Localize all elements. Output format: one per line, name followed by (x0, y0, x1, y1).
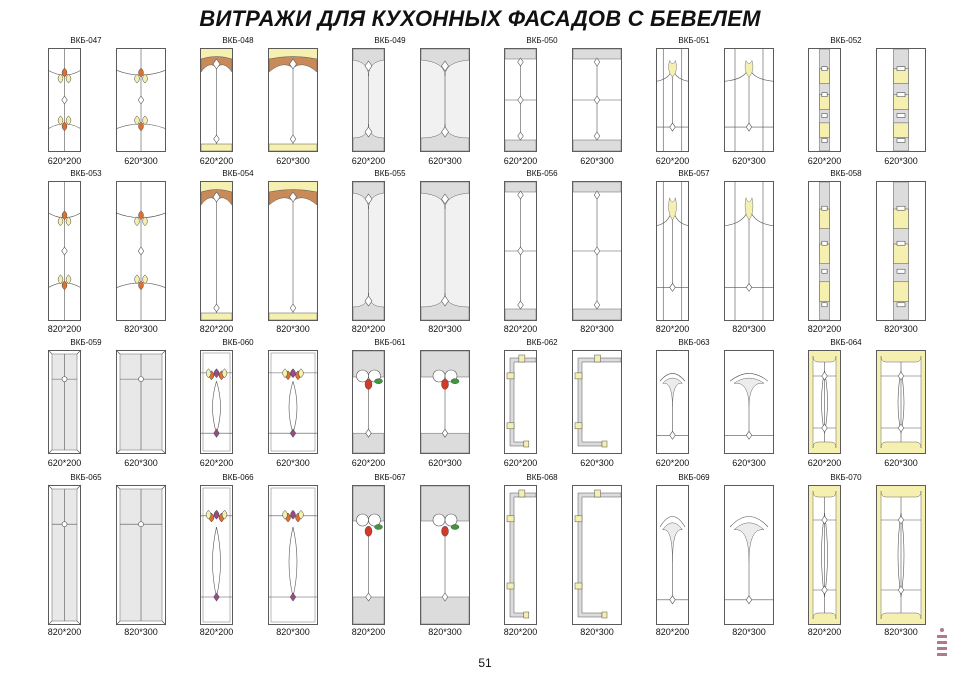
panel-size: 620*300 (276, 156, 310, 166)
panel-size: 620*200 (199, 458, 234, 468)
panel-size: 620*200 (807, 458, 842, 468)
panel-size: 820*300 (732, 627, 766, 637)
stained-glass-panel (200, 181, 233, 321)
panel-size: 620*300 (732, 156, 766, 166)
panel-size: 620*200 (47, 156, 82, 166)
stained-glass-panel (572, 181, 622, 321)
product-code: ВКБ-059 (70, 338, 102, 347)
stained-glass-panel (876, 485, 926, 625)
panel-size: 820*200 (807, 324, 842, 334)
panel-frame (201, 351, 233, 454)
panel-size: 820*300 (428, 627, 462, 637)
product-code: ВКБ-064 (830, 338, 862, 347)
page-number: 51 (478, 656, 492, 670)
stained-glass-panel (656, 485, 689, 625)
rose-bud (365, 379, 372, 389)
panel-frame (269, 486, 318, 625)
stained-glass-panel (200, 485, 233, 625)
stained-glass-panel (724, 181, 774, 321)
panel-size: 620*200 (655, 458, 690, 468)
stained-glass-panel (504, 350, 537, 454)
stained-glass-panel (268, 350, 318, 454)
rose-petal (369, 514, 381, 526)
stained-glass-panel (200, 48, 233, 152)
page-title: ВИТРАЖИ ДЛЯ КУХОННЫХ ФАСАДОВ С БЕВЕЛЕМ (199, 6, 761, 31)
panel-size: 820*300 (276, 627, 310, 637)
panel-size: 620*200 (655, 156, 690, 166)
panel-frame (201, 486, 233, 625)
stained-glass-panel (808, 485, 841, 625)
stained-glass-panel (656, 350, 689, 454)
panel-size: 820*300 (124, 324, 158, 334)
product-code: ВКБ-061 (374, 338, 406, 347)
panel-size: 620*200 (199, 156, 234, 166)
product-code: ВКБ-055 (374, 169, 406, 178)
panel-size: 820*200 (807, 627, 842, 637)
panel-size: 620*200 (503, 458, 538, 468)
stained-glass-panel (572, 485, 622, 625)
stained-glass-panel (656, 181, 689, 321)
panel-size: 820*200 (199, 627, 234, 637)
product-code: ВКБ-057 (678, 169, 710, 178)
panel-size: 620*200 (351, 458, 386, 468)
stained-glass-panel (268, 48, 318, 152)
panel-size: 620*300 (732, 458, 766, 468)
stained-glass-panel (504, 485, 537, 625)
product-code: ВКБ-062 (526, 338, 558, 347)
product-code: ВКБ-070 (830, 473, 862, 482)
stained-glass-panel (268, 181, 318, 321)
panel-size: 820*300 (428, 324, 462, 334)
product-code: ВКБ-049 (374, 36, 406, 45)
stained-glass-panel (48, 181, 81, 321)
product-code: ВКБ-050 (526, 36, 558, 45)
stained-glass-panel (420, 181, 470, 321)
stained-glass-panel (876, 350, 926, 454)
panel-size: 820*300 (884, 627, 918, 637)
stained-glass-panel (504, 48, 537, 152)
panel-frame (505, 351, 537, 454)
panel-size: 820*200 (47, 627, 82, 637)
product-code: ВКБ-051 (678, 36, 710, 45)
stained-glass-panel (808, 350, 841, 454)
stained-glass-panel (420, 48, 470, 152)
panel-size: 620*300 (580, 156, 614, 166)
panel-size: 620*300 (276, 458, 310, 468)
stained-glass-panel (724, 485, 774, 625)
product-code: ВКБ-058 (830, 169, 862, 178)
panel-size: 820*300 (124, 627, 158, 637)
panel-size: 620*300 (580, 458, 614, 468)
panel-size: 820*200 (655, 324, 690, 334)
stained-glass-panel (48, 350, 81, 454)
panel-size: 820*300 (580, 324, 614, 334)
panel-size: 820*200 (503, 324, 538, 334)
stained-glass-panel (724, 48, 774, 152)
panel-size: 820*300 (580, 627, 614, 637)
panel-size: 820*300 (276, 324, 310, 334)
panel-size: 620*300 (428, 156, 462, 166)
product-code: ВКБ-060 (222, 338, 254, 347)
panel-size: 620*300 (124, 156, 158, 166)
stained-glass-panel (352, 181, 385, 321)
product-code: ВКБ-053 (70, 169, 102, 178)
stained-glass-panel (48, 48, 81, 152)
product-code: ВКБ-047 (70, 36, 102, 45)
product-code: ВКБ-065 (70, 473, 102, 482)
panel-size: 620*300 (124, 458, 158, 468)
stained-glass-panel (200, 350, 233, 454)
product-code: ВКБ-067 (374, 473, 406, 482)
product-code: ВКБ-069 (678, 473, 710, 482)
decorative-bars (937, 628, 947, 659)
stained-glass-panel (504, 181, 537, 321)
panel-size: 620*200 (503, 156, 538, 166)
stained-glass-panel (808, 181, 841, 321)
stained-glass-panel (352, 485, 385, 625)
panel-size: 820*300 (884, 324, 918, 334)
product-code: ВКБ-048 (222, 36, 254, 45)
panel-size: 820*200 (199, 324, 234, 334)
rose-petal (433, 514, 445, 526)
stained-glass-panel (116, 350, 166, 454)
panel-size: 620*300 (884, 156, 918, 166)
stained-glass-panel (268, 485, 318, 625)
panel-size: 620*200 (351, 156, 386, 166)
panel-size: 820*200 (47, 324, 82, 334)
panel-size: 820*300 (732, 324, 766, 334)
panel-size: 620*300 (884, 458, 918, 468)
stained-glass-panel (876, 181, 926, 321)
stained-glass-panel (572, 350, 622, 454)
stained-glass-panel (352, 48, 385, 152)
stained-glass-panel (116, 48, 166, 152)
rose-bud (442, 379, 449, 389)
panel-size: 820*200 (503, 627, 538, 637)
stained-glass-panel (876, 48, 926, 152)
panel-size: 820*200 (351, 627, 386, 637)
product-code: ВКБ-068 (526, 473, 558, 482)
rose-bud (365, 526, 372, 536)
panel-size: 620*300 (428, 458, 462, 468)
product-code: ВКБ-066 (222, 473, 254, 482)
stained-glass-panel (420, 350, 470, 454)
panel-size: 820*200 (655, 627, 690, 637)
panel-size: 620*200 (47, 458, 82, 468)
stained-glass-panel (48, 485, 81, 625)
stained-glass-panel (352, 350, 385, 454)
panel-size: 820*200 (351, 324, 386, 334)
panel-size: 620*200 (807, 156, 842, 166)
stained-glass-panel (724, 350, 774, 454)
stained-glass-panel (116, 485, 166, 625)
rose-petal (445, 514, 457, 526)
product-code: ВКБ-052 (830, 36, 862, 45)
rose-petal (357, 514, 369, 526)
stained-glass-panel (420, 485, 470, 625)
product-code: ВКБ-063 (678, 338, 710, 347)
product-code: ВКБ-056 (526, 169, 558, 178)
stained-glass-panel (808, 48, 841, 152)
rose-bud (442, 526, 449, 536)
stained-glass-panel (116, 181, 166, 321)
panel-frame (269, 351, 318, 454)
stained-glass-panel (656, 48, 689, 152)
panel-frame (505, 486, 537, 625)
product-code: ВКБ-054 (222, 169, 254, 178)
stained-glass-panel (572, 48, 622, 152)
